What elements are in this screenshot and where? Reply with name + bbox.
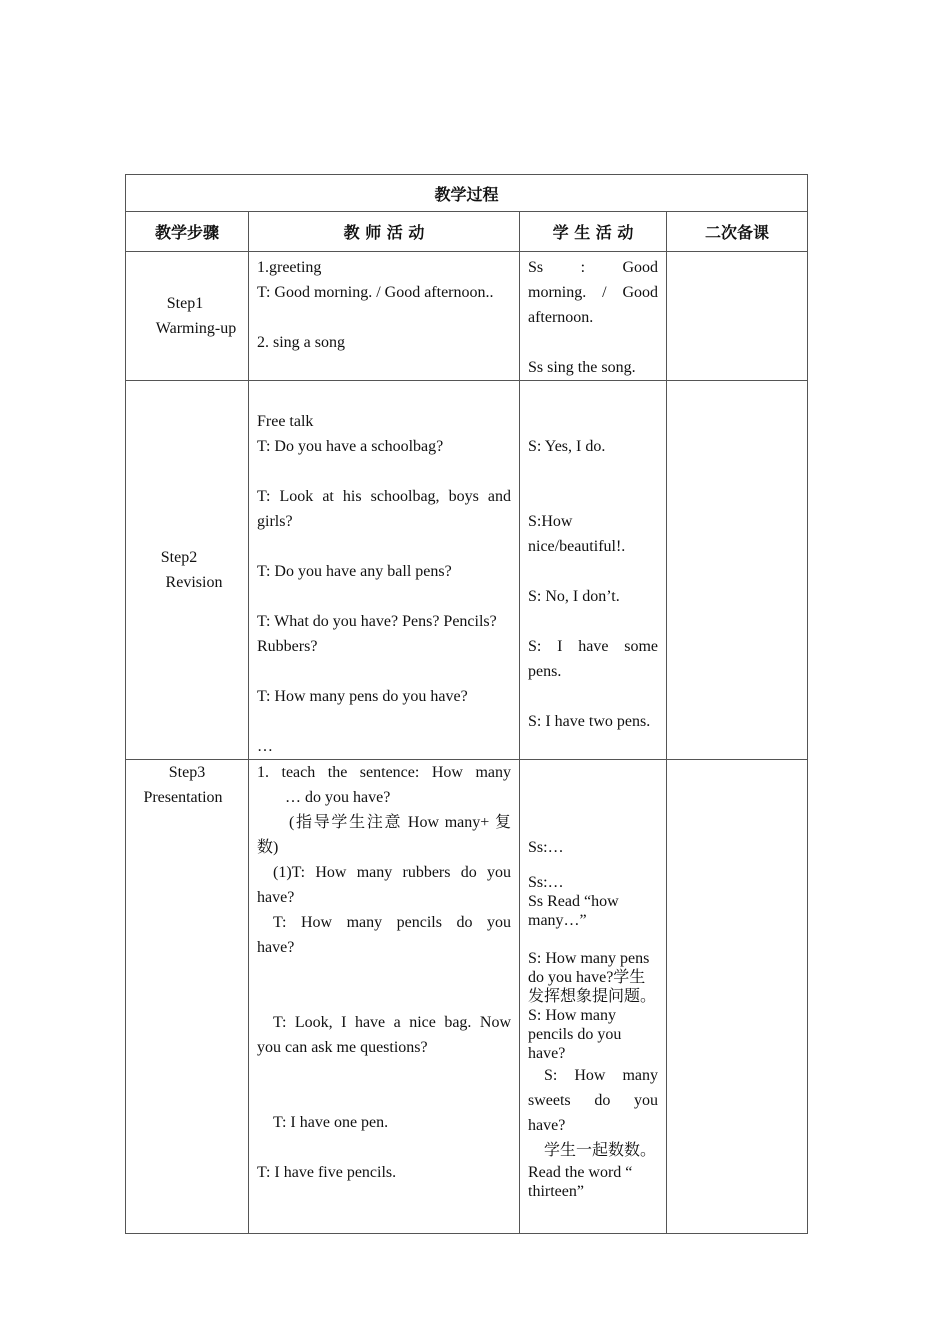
student-line: S:How: [528, 513, 573, 530]
teacher-line: Free talk: [257, 413, 314, 430]
teacher-activity-cell: [249, 760, 520, 1234]
teacher-line: T: Look, I have a nice bag. Now: [273, 1014, 511, 1031]
teacher-line: …: [257, 738, 273, 755]
student-line: 学生一起数数。: [544, 1142, 657, 1159]
student-line: sweets do you: [528, 1092, 658, 1109]
second-prep-cell: [667, 381, 808, 760]
lesson-process-table: [125, 174, 808, 1234]
student-line: Ss:…: [528, 839, 564, 856]
student-activity-cell: [520, 252, 667, 381]
step-title: Warming-up: [155, 320, 237, 337]
header-student-activity: 学 生 活 动: [520, 212, 667, 252]
teacher-line: T: Good morning. / Good afternoon..: [257, 284, 494, 301]
step-number: Step2: [160, 549, 198, 566]
student-line: afternoon.: [528, 309, 594, 326]
second-prep-cell: [667, 252, 808, 381]
student-line: many…”: [528, 912, 587, 929]
header-teacher-activity: 教 师 活 动: [249, 212, 520, 252]
table-title: 教学过程: [126, 175, 808, 212]
teacher-line: (1)T: How many rubbers do you: [273, 864, 511, 881]
table-row: [126, 760, 808, 1234]
student-line: S: How many pens: [528, 950, 650, 967]
step-title: Presentation: [143, 789, 223, 806]
student-line: S: No, I don’t.: [528, 588, 620, 605]
student-line: have?: [528, 1117, 566, 1134]
header-step: 教学步骤: [126, 212, 249, 252]
student-line: S: I have two pens.: [528, 713, 651, 730]
table-title-row: [126, 175, 808, 212]
teacher-activity-cell: [249, 252, 520, 381]
student-activity-cell: [520, 760, 667, 1234]
table-header-row: [126, 212, 808, 252]
student-activity-cell: [520, 381, 667, 760]
student-line: S: How many: [528, 1007, 616, 1024]
student-line: nice/beautiful!.: [528, 538, 626, 555]
teacher-line: T: I have one pen.: [273, 1114, 389, 1131]
step-title: Revision: [165, 574, 223, 591]
student-line: thirteen”: [528, 1183, 584, 1200]
teacher-line: 2. sing a song: [257, 334, 345, 351]
header-second-prep: 二次备课: [667, 212, 808, 252]
teacher-line: have?: [257, 889, 295, 906]
student-line: pens.: [528, 663, 562, 680]
student-line: S: Yes, I do.: [528, 438, 606, 455]
student-line: Ss Read “how: [528, 893, 619, 910]
teacher-line: you can ask me questions?: [257, 1039, 428, 1056]
student-line: S: How many: [544, 1067, 658, 1084]
step-number: Step1: [166, 295, 204, 312]
student-line: do you have?学生: [528, 969, 646, 986]
teacher-line: … do you have?: [285, 789, 391, 806]
student-line: morning. / Good: [528, 284, 658, 301]
teacher-line: T: Do you have a schoolbag?: [257, 438, 444, 455]
student-line: Ss:…: [528, 874, 564, 891]
table-row: [126, 381, 808, 760]
teacher-line: (指导学生注意 How many+ 复: [289, 814, 511, 831]
student-line: [528, 930, 658, 949]
teacher-line: girls?: [257, 513, 293, 530]
teacher-line: have?: [257, 939, 295, 956]
student-line: have?: [528, 1045, 566, 1062]
student-line: 发挥想象提问题。: [528, 988, 657, 1005]
student-line: Ss : Good: [528, 259, 658, 276]
step-number: Step3: [168, 764, 206, 781]
student-line: S: I have some: [528, 638, 658, 655]
teacher-line: T: What do you have? Pens? Pencils?: [257, 613, 497, 630]
teacher-line: 数): [257, 839, 279, 856]
student-line: Ss sing the song.: [528, 359, 636, 376]
step-cell: [126, 381, 249, 760]
teacher-line: T: Do you have any ball pens?: [257, 563, 452, 580]
student-line: pencils do you: [528, 1026, 622, 1043]
teacher-line: T: I have five pencils.: [257, 1164, 397, 1181]
teacher-line: 1. teach the sentence: How many: [257, 764, 511, 781]
second-prep-cell: [667, 760, 808, 1234]
teacher-line: T: How many pens do you have?: [257, 688, 468, 705]
table-row: [126, 252, 808, 381]
teacher-line: T: How many pencils do you: [273, 914, 511, 931]
teacher-line: 1.greeting: [257, 259, 322, 276]
student-line: Read the word “: [528, 1164, 633, 1181]
teacher-line: T: Look at his schoolbag, boys and: [257, 488, 511, 505]
teacher-line: Rubbers?: [257, 638, 318, 655]
teacher-activity-cell: [249, 381, 520, 760]
step-cell: [126, 252, 249, 381]
step-cell: [126, 760, 249, 1234]
